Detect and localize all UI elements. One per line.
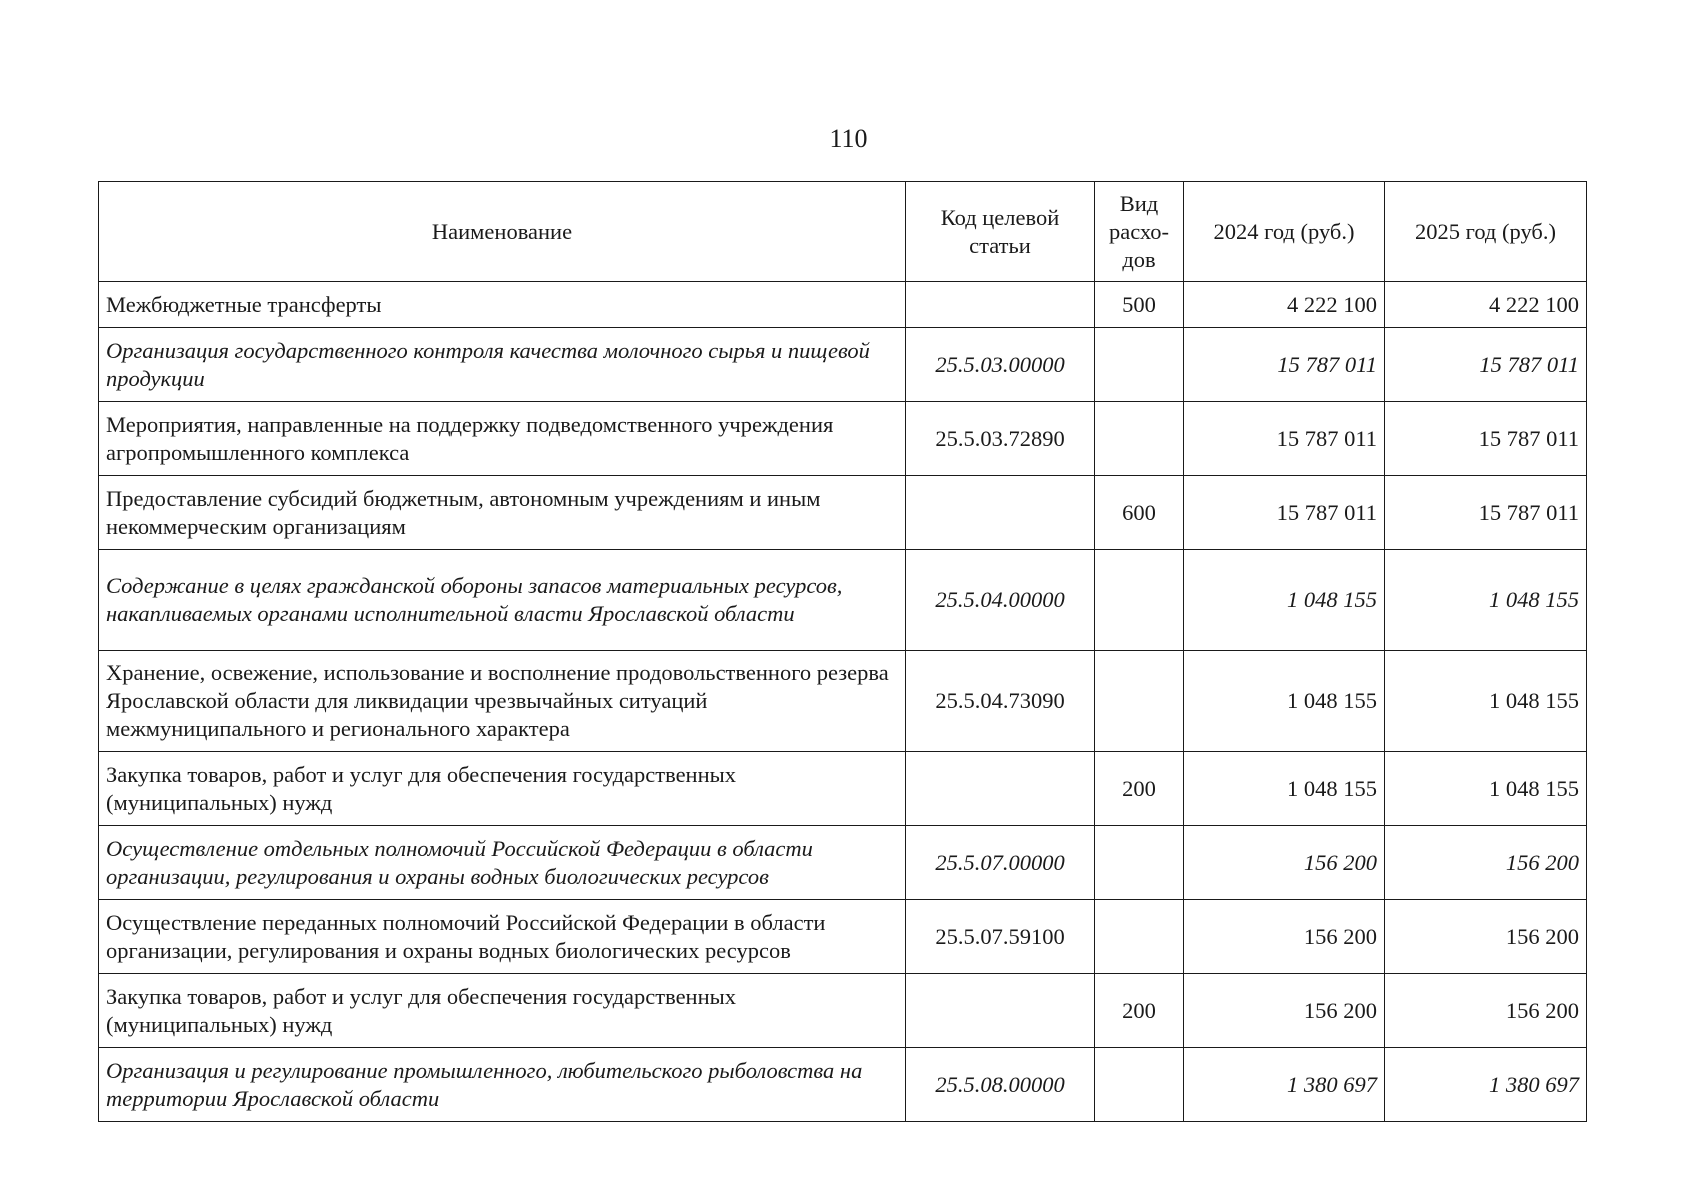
row-kind: [1095, 1048, 1184, 1122]
header-name: Наименование: [99, 182, 906, 282]
row-2024: 156 200: [1184, 974, 1385, 1048]
row-2025: 156 200: [1385, 826, 1587, 900]
table-row: [99, 826, 1587, 900]
table-row: [99, 550, 1587, 651]
row-code: 25.5.04.73090: [906, 651, 1095, 752]
row-2024: 15 787 011: [1184, 402, 1385, 476]
row-name: Предоставление субсидий бюджетным, автономным учреждениям и иным некоммерческим организациям: [99, 476, 906, 550]
row-code: [906, 752, 1095, 826]
row-2025: 4 222 100: [1385, 282, 1587, 328]
row-kind: [1095, 550, 1184, 651]
table-row: [99, 752, 1587, 826]
row-name: Осуществление отдельных полномочий Российской Федерации в области организации, регулирования и охраны водных биологических ресурсов: [99, 826, 906, 900]
row-name: Хранение, освежение, использование и восполнение продовольственного резерва Ярославской области для ликвидации чрезвычайных ситуаций межмуниципального и регионального характера: [99, 651, 906, 752]
row-name: Организация и регулирование промышленного, любительского рыболовства на территории Ярославской области: [99, 1048, 906, 1122]
row-2024: 1 380 697: [1184, 1048, 1385, 1122]
row-kind: 500: [1095, 282, 1184, 328]
row-2025: 1 048 155: [1385, 752, 1587, 826]
row-kind: [1095, 328, 1184, 402]
row-2024: 4 222 100: [1184, 282, 1385, 328]
header-2024: 2024 год (руб.): [1184, 182, 1385, 282]
row-code: [906, 476, 1095, 550]
table-row: [99, 476, 1587, 550]
header-2025: 2025 год (руб.): [1385, 182, 1587, 282]
row-code: 25.5.03.00000: [906, 328, 1095, 402]
row-name: Межбюджетные трансферты: [99, 282, 906, 328]
header-code: Код целевой статьи: [906, 182, 1095, 282]
row-kind: 600: [1095, 476, 1184, 550]
table-row: [99, 651, 1587, 752]
table-row: [99, 900, 1587, 974]
row-kind: [1095, 900, 1184, 974]
row-code: 25.5.04.00000: [906, 550, 1095, 651]
row-name: Осуществление переданных полномочий Российской Федерации в области организации, регулирования и охраны водных биологических ресурсов: [99, 900, 906, 974]
row-kind: 200: [1095, 974, 1184, 1048]
table-header-row: [99, 182, 1587, 282]
row-2025: 15 787 011: [1385, 402, 1587, 476]
row-2025: 15 787 011: [1385, 476, 1587, 550]
table-row: [99, 282, 1587, 328]
row-code: [906, 282, 1095, 328]
row-name: Мероприятия, направленные на поддержку подведомственного учреждения агропромышленного комплекса: [99, 402, 906, 476]
table-row: [99, 1048, 1587, 1122]
row-2025: 1 048 155: [1385, 651, 1587, 752]
row-2025: 1 048 155: [1385, 550, 1587, 651]
table-row: [99, 328, 1587, 402]
row-code: 25.5.07.59100: [906, 900, 1095, 974]
row-2024: 15 787 011: [1184, 476, 1385, 550]
header-kind: Вид расхо-дов: [1095, 182, 1184, 282]
row-2024: 1 048 155: [1184, 550, 1385, 651]
table-row: [99, 402, 1587, 476]
row-2025: 156 200: [1385, 974, 1587, 1048]
row-kind: [1095, 826, 1184, 900]
row-name: Организация государственного контроля качества молочного сырья и пищевой продукции: [99, 328, 906, 402]
row-2024: 156 200: [1184, 826, 1385, 900]
row-code: 25.5.03.72890: [906, 402, 1095, 476]
row-2025: 156 200: [1385, 900, 1587, 974]
table-row: [99, 974, 1587, 1048]
row-2024: 1 048 155: [1184, 752, 1385, 826]
row-name: Закупка товаров, работ и услуг для обеспечения государственных (муниципальных) нужд: [99, 752, 906, 826]
row-kind: [1095, 402, 1184, 476]
row-2025: 1 380 697: [1385, 1048, 1587, 1122]
row-2024: 156 200: [1184, 900, 1385, 974]
row-kind: [1095, 651, 1184, 752]
row-kind: 200: [1095, 752, 1184, 826]
row-code: [906, 974, 1095, 1048]
row-name: Содержание в целях гражданской обороны запасов материальных ресурсов, накапливаемых органами исполнительной власти Ярославской области: [99, 550, 906, 651]
row-2024: 1 048 155: [1184, 651, 1385, 752]
row-name: Закупка товаров, работ и услуг для обеспечения государственных (муниципальных) нужд: [99, 974, 906, 1048]
row-code: 25.5.07.00000: [906, 826, 1095, 900]
row-2025: 15 787 011: [1385, 328, 1587, 402]
budget-table: [98, 181, 1587, 1122]
row-code: 25.5.08.00000: [906, 1048, 1095, 1122]
page-number: 110: [829, 124, 868, 153]
row-2024: 15 787 011: [1184, 328, 1385, 402]
